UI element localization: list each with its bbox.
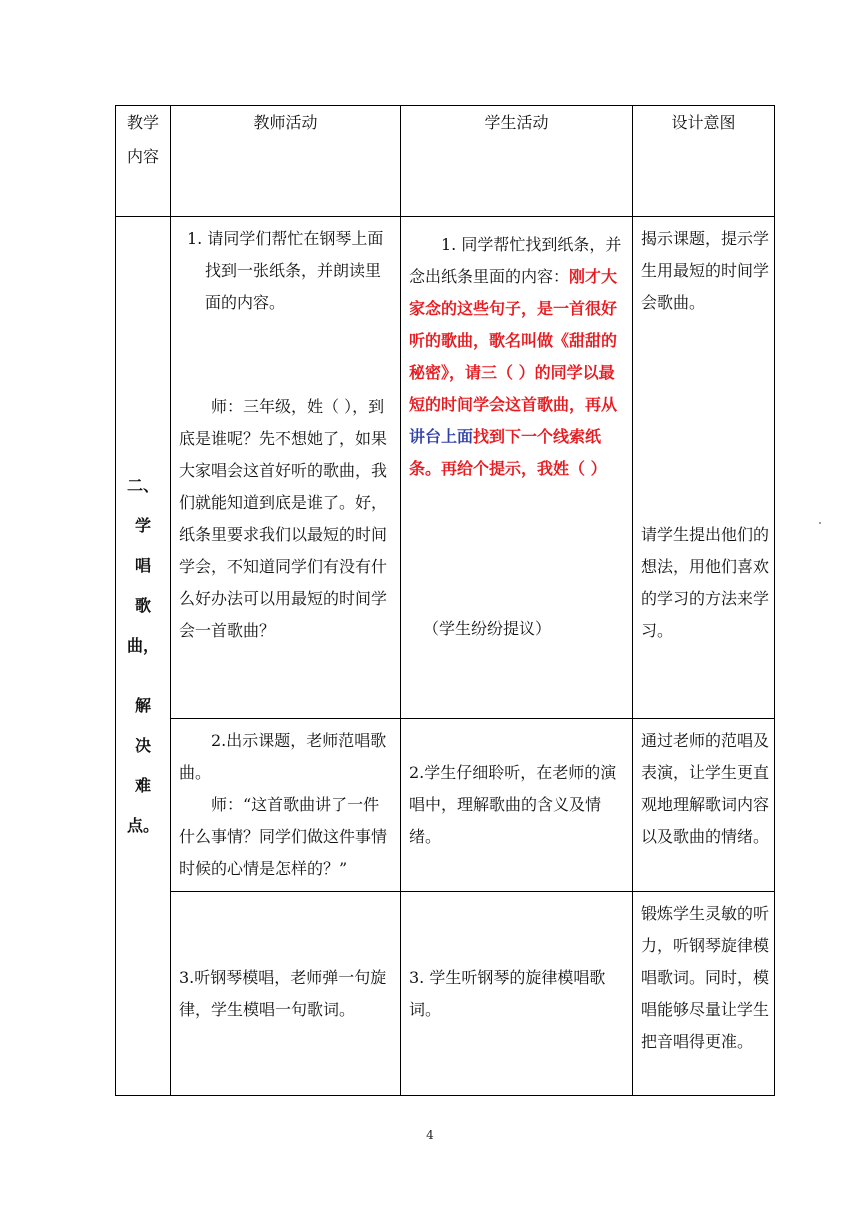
header-design: 设计意图 bbox=[671, 113, 736, 132]
row1-design-p1: 揭示课题，提示学生用最短的时间学会歌曲。 bbox=[641, 229, 770, 312]
row3-design-text: 锻炼学生灵敏的听力，听钢琴旋律模唱歌词。同时，模唱能够尽量让学生把音唱得更准。 bbox=[641, 904, 770, 1051]
row1-design-p2: 请学生提出他们的想法，用他们喜欢的学习的方法来学习。 bbox=[641, 525, 770, 640]
row1-student-lead: 1. 同学帮忙找到纸条，并念出纸条里面的内容： bbox=[409, 235, 622, 286]
header-student-cell bbox=[401, 106, 633, 217]
row1-teacher-item1: 1. 请同学们帮忙在钢琴上面找到一张纸条，并朗读里面的内容。 bbox=[187, 229, 384, 312]
row2-teacher-p1: 2.出示课题，老师范唱歌曲。 bbox=[179, 731, 387, 782]
row3-teacher-text: 3.听钢琴模唱，老师弹一句旋律，学生模唱一句歌词。 bbox=[179, 967, 387, 1019]
table-row bbox=[116, 719, 775, 892]
header-student: 学生活动 bbox=[484, 113, 549, 132]
header-teacher: 教师活动 bbox=[253, 113, 318, 132]
row2-student-cell bbox=[401, 719, 633, 892]
header-content-cell bbox=[116, 106, 171, 217]
row3-student-text: 3. 学生听钢琴的旋律模唱歌词。 bbox=[409, 967, 606, 1019]
row2-design-cell bbox=[633, 719, 775, 892]
row1-design-cell bbox=[633, 217, 775, 719]
row1-student-cell bbox=[401, 217, 633, 719]
page-number: 4 bbox=[426, 1128, 434, 1142]
section-label: 二、 学 唱 歌 曲， 解 决 难 点。 bbox=[126, 476, 159, 835]
header-row bbox=[116, 106, 775, 217]
row3-student-cell bbox=[401, 892, 633, 1096]
row3-design-cell bbox=[633, 892, 775, 1096]
row1-student-text bbox=[409, 229, 626, 485]
header-content: 教学 内容 bbox=[126, 113, 159, 166]
lesson-plan-table bbox=[115, 105, 775, 1096]
row2-design-text: 通过老师的范唱及表演，让学生更直观地理解歌词内容以及歌曲的情绪。 bbox=[641, 731, 770, 846]
table-row bbox=[116, 217, 775, 719]
row1-teacher-cell bbox=[171, 217, 401, 719]
header-teacher-cell bbox=[171, 106, 401, 217]
row1-student-red1: 刚才大家念的这些句子，是一首很好听的歌曲，歌名叫做《甜甜的秘密》，请三（ ）的同学以最短的时间学会这首歌曲，再从 bbox=[409, 267, 618, 414]
row2-teacher-p2: 师：“这首歌曲讲了一件什么事情？同学们做这件事情时候的心情是怎样的？” bbox=[179, 795, 388, 878]
row2-teacher-cell bbox=[171, 719, 401, 892]
row1-student-blue: 讲台上面 bbox=[409, 427, 474, 446]
row1-teacher-paragraph: 师：三年级，姓（ ），到底是谁呢？先不想她了，如果大家唱会这首好听的歌曲，我们就能知道到底是谁了。好，纸条里要求我们以最短的时间学会，不知道同学们有没有什么好办法可以用最短的时间学会一首歌曲？ bbox=[179, 397, 388, 640]
margin-dot bbox=[819, 522, 821, 524]
header-design-cell bbox=[633, 106, 775, 217]
row3-teacher-cell bbox=[171, 892, 401, 1096]
row1-student-note: （学生纷纷提议） bbox=[423, 619, 552, 638]
table-row bbox=[116, 892, 775, 1096]
section-label-cell bbox=[116, 217, 171, 1096]
row1-student-red2: 找到下一个线索纸条。再给个提示，我姓（ ） bbox=[409, 427, 607, 478]
row2-student-text: 2.学生仔细聆听，在老师的演唱中，理解歌曲的含义及情绪。 bbox=[409, 763, 617, 846]
